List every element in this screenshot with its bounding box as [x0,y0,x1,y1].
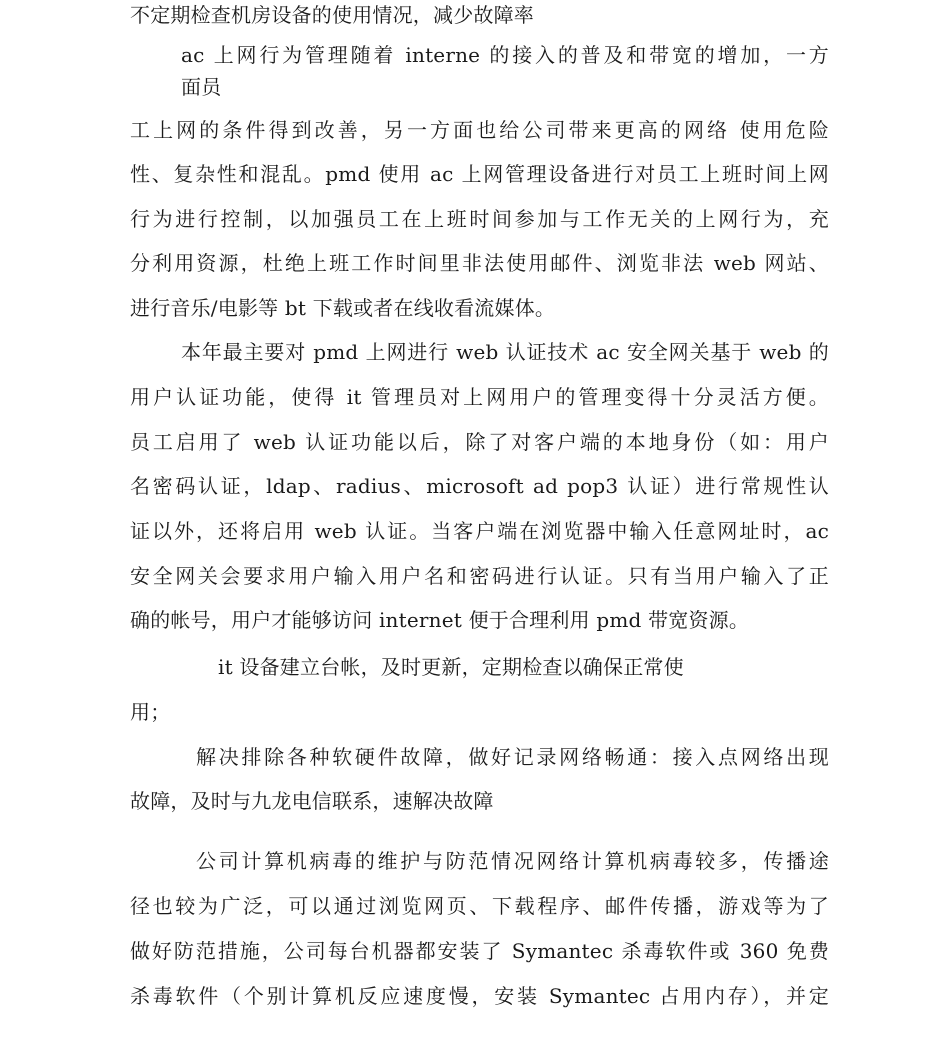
text-line: 证以外，还将启用 web 认证。当客户端在浏览器中输入任意网址时，ac [130,519,829,543]
text-line: 员工启用了 web 认证功能以后，除了对客户端的本地身份（如：用户 [130,430,829,454]
text-line: ac 上网行为管理随着 interne 的接入的普及和带宽的增加，一方 [181,43,829,67]
text-line: it 设备建立台帐，及时更新，定期检查以确保正常使 [218,655,684,679]
text-line: 性、复杂性和混乱。pmd 使用 ac 上网管理设备进行对员工上班时间上网 [130,162,829,186]
text-line: 行为进行控制，以加强员工在上班时间参加与工作无关的上网行为，充 [130,207,829,231]
text-line: 安全网关会要求用户输入用户名和密码进行认证。只有当用户输入了正 [130,564,829,588]
text-line: 用； [130,700,171,724]
text-line: 分利用资源，杜绝上班工作时间里非法使用邮件、浏览非法 web 网站、 [130,251,829,275]
text-line: 本年最主要对 pmd 上网进行 web 认证技术 ac 安全网关基于 web 的 [181,340,829,364]
text-line: 确的帐号，用户才能够访问 internet 便于合理利用 pmd 带宽资源。 [130,608,750,632]
text-line: 杀毒软件（个别计算机反应速度慢，安装 Symantec 占用内存），并定 [130,984,829,1008]
text-line: 面员 [181,75,222,99]
text-line: 做好防范措施，公司每台机器都安装了 Symantec 杀毒软件或 360 免费 [130,939,829,963]
text-line: 名密码认证，ldap、radius、microsoft ad pop3 认证）进行常规性认 [130,474,829,498]
text-line: 径也较为广泛，可以通过浏览网页、下载程序、邮件传播，游戏等为了 [130,894,829,918]
text-line: 进行音乐/电影等 bt 下载或者在线收看流媒体。 [130,296,556,320]
text-line: 解决排除各种软硬件故障，做好记录网络畅通：接入点网络出现 [196,745,829,769]
text-line: 不定期检查机房设备的使用情况，减少故障率 [130,3,534,27]
text-line: 用户认证功能，使得 it 管理员对上网用户的管理变得十分灵活方便。 [130,385,829,409]
text-line: 公司计算机病毒的维护与防范情况网络计算机病毒较多，传播途 [196,849,829,873]
text-line: 故障，及时与九龙电信联系，速解决故障 [130,789,494,813]
text-line: 工上网的条件得到改善，另一方面也给公司带来更高的网络 使用危险 [130,118,829,142]
